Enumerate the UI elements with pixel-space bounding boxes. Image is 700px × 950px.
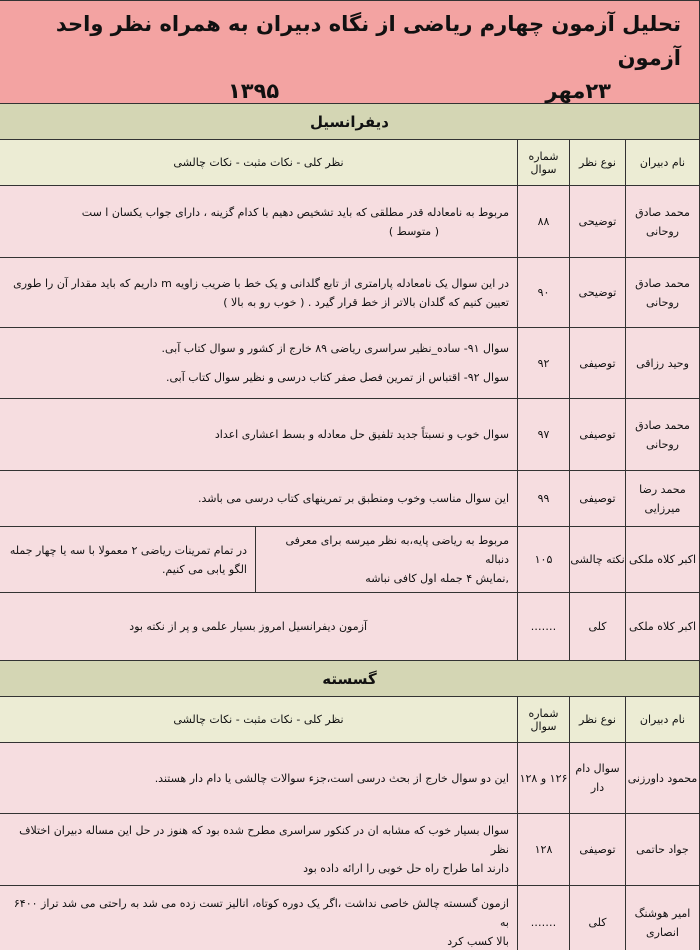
question-number: ۱۰۵ [518,527,570,593]
teacher-name: اکبر کلاه ملکی [626,527,700,593]
comment-line: سوال خوب و نسبتاً جدید تلفیق حل معادله و بسط اعشاری اعداد [214,428,509,441]
question-number: ۹۰ [518,258,570,328]
view-type: توصیفی [570,399,626,471]
table-row [0,886,700,950]
comment [256,527,518,593]
header-comment: نظر کلی - نکات مثبت - نکات چالشی [0,697,518,743]
header-teacher: نام دبیران [626,140,700,186]
view-type: کلی [570,886,626,950]
header-view-type: نوع نظر [570,697,626,743]
teacher-name: وحید رزاقی [626,328,700,399]
teacher-name: اکبر کلاه ملکی [626,593,700,661]
question-number: ۹۲ [518,328,570,399]
teacher-name: جواد حاتمی [626,814,700,886]
comment-line: این دو سوال خارج از بحث درسی است،جزء سوالات چالشی یا دام دار هستند. [154,771,509,785]
section-title: دیفرانسیل [0,104,700,140]
view-type: نکته چالشی [570,527,626,593]
view-type: توصیفی [570,328,626,399]
view-type: توضیحی [570,258,626,328]
comment [0,593,518,661]
header-view-type: نوع نظر [570,140,626,186]
comment-line: در این سوال یک نامعادله پارامتری از تابع گلدانی و یک خط با ضریب زاویه m داریم که باید مقدار آن را طوری [13,276,509,290]
question-number: ۱۲۶ و ۱۲۸ [518,743,570,814]
view-type: کلی [570,593,626,661]
comment-line: سوال ۹۲- اقتباس از تمرین فصل صفر کتاب درسی و نظیر سوال کتاب آبی. [166,371,509,384]
comment [0,743,518,814]
teacher-name: محمد رضا میرزایی [626,471,700,527]
question-number: ……. [518,886,570,950]
comment [0,471,518,527]
teacher-name: محمد صادق روحانی [626,258,700,328]
comment [0,186,518,258]
question-number: ۹۷ [518,399,570,471]
exam-date: ۲۳مهر [545,79,611,103]
comment-line: ( متوسط ) [388,224,439,238]
comment-line: تعیین کنیم که گلدان بالاتر از خط قرار گیرد . ( خوب رو به بالا ) [223,295,509,309]
comment [0,328,518,399]
comment [0,258,518,328]
question-number: ۹۹ [518,471,570,527]
teacher-name: محمد صادق روحانی [626,186,700,258]
header-comment: نظر کلی - نکات مثبت - نکات چالشی [0,140,518,186]
table-row [0,527,700,593]
comment [0,814,518,886]
table-row [0,328,700,399]
comment-line: سوال بسیار خوب که مشابه ان در کنکور سراسری مطرح شده بود که هنوز در حل این مساله دبیران اختلاف نظر [19,824,509,856]
table-row [0,399,700,471]
table-row [0,186,700,258]
comment-line: مربوط به نامعادله قدر مطلقی که باید تشخیص دهیم با کدام گزینه ، دارای جواب یکسان ا ست [81,205,509,219]
header-row [0,697,700,743]
comment-line: دارند اما طراح راه حل خوبی را ارائه داده بود [303,862,509,875]
comment-line: این سوال مناسب وخوب ومنطبق بر تمرینهای کتاب درسی می باشد. [197,492,509,505]
comment-line: مربوط به ریاضی پایه،به نظر میرسه برای معرفی دنباله [285,534,509,566]
view-type: توصیفی [570,814,626,886]
header-row [0,140,700,186]
table-row [0,743,700,814]
header-question-no: شماره سوال [518,697,570,743]
title-banner [0,1,700,104]
comment-line: ,نمایش ۴ جمله اول کافی نباشه [365,572,509,585]
section-title: گسسته [0,661,700,697]
table-row [0,471,700,527]
comment [0,886,518,950]
view-type: سوال دام دار [570,743,626,814]
table-row [0,814,700,886]
table-row [0,258,700,328]
comment-line: در تمام تمرینات ریاضی ۲ معمولا با سه یا چهار جمله [9,543,247,557]
teacher-name: امیر هوشنگ انصاری [626,886,700,950]
teacher-name: محمد صادق روحانی [626,399,700,471]
comment [0,399,518,471]
question-number: ۸۸ [518,186,570,258]
exam-year: ۱۳۹۵ [227,79,280,103]
header-question-no: شماره سوال [518,140,570,186]
table-row [0,593,700,661]
document-title: تحلیل آزمون چهارم ریاضی از نگاه دبیران به همراه نظر واحد آزمون [55,12,681,70]
view-type: توصیفی [570,471,626,527]
question-number: ۱۲۸ [518,814,570,886]
header-teacher: نام دبیران [626,697,700,743]
comment-line: ازمون گسسته چالش خاصی نداشت ،اگر یک دوره کوتاه، انالیز تست زده می شد به راحتی می شد تراز ۶۴۰۰ به [13,897,509,929]
comment-line: آزمون دیفرانسیل امروز بسیار علمی و پر از نکته بود [129,620,367,633]
comment-line: سوال ۹۱- ساده_نظیر سراسری ریاضی ۸۹ خارج از کشور و سوال کتاب آبی. [161,342,509,355]
comment-line: بالا کسب کرد [447,935,509,948]
view-type: توضیحی [570,186,626,258]
comment-line: الگو یابی می کنیم. [161,562,247,576]
comment-extra [0,527,256,593]
question-number: ……. [518,593,570,661]
teacher-name: محمود داورزنی [626,743,700,814]
